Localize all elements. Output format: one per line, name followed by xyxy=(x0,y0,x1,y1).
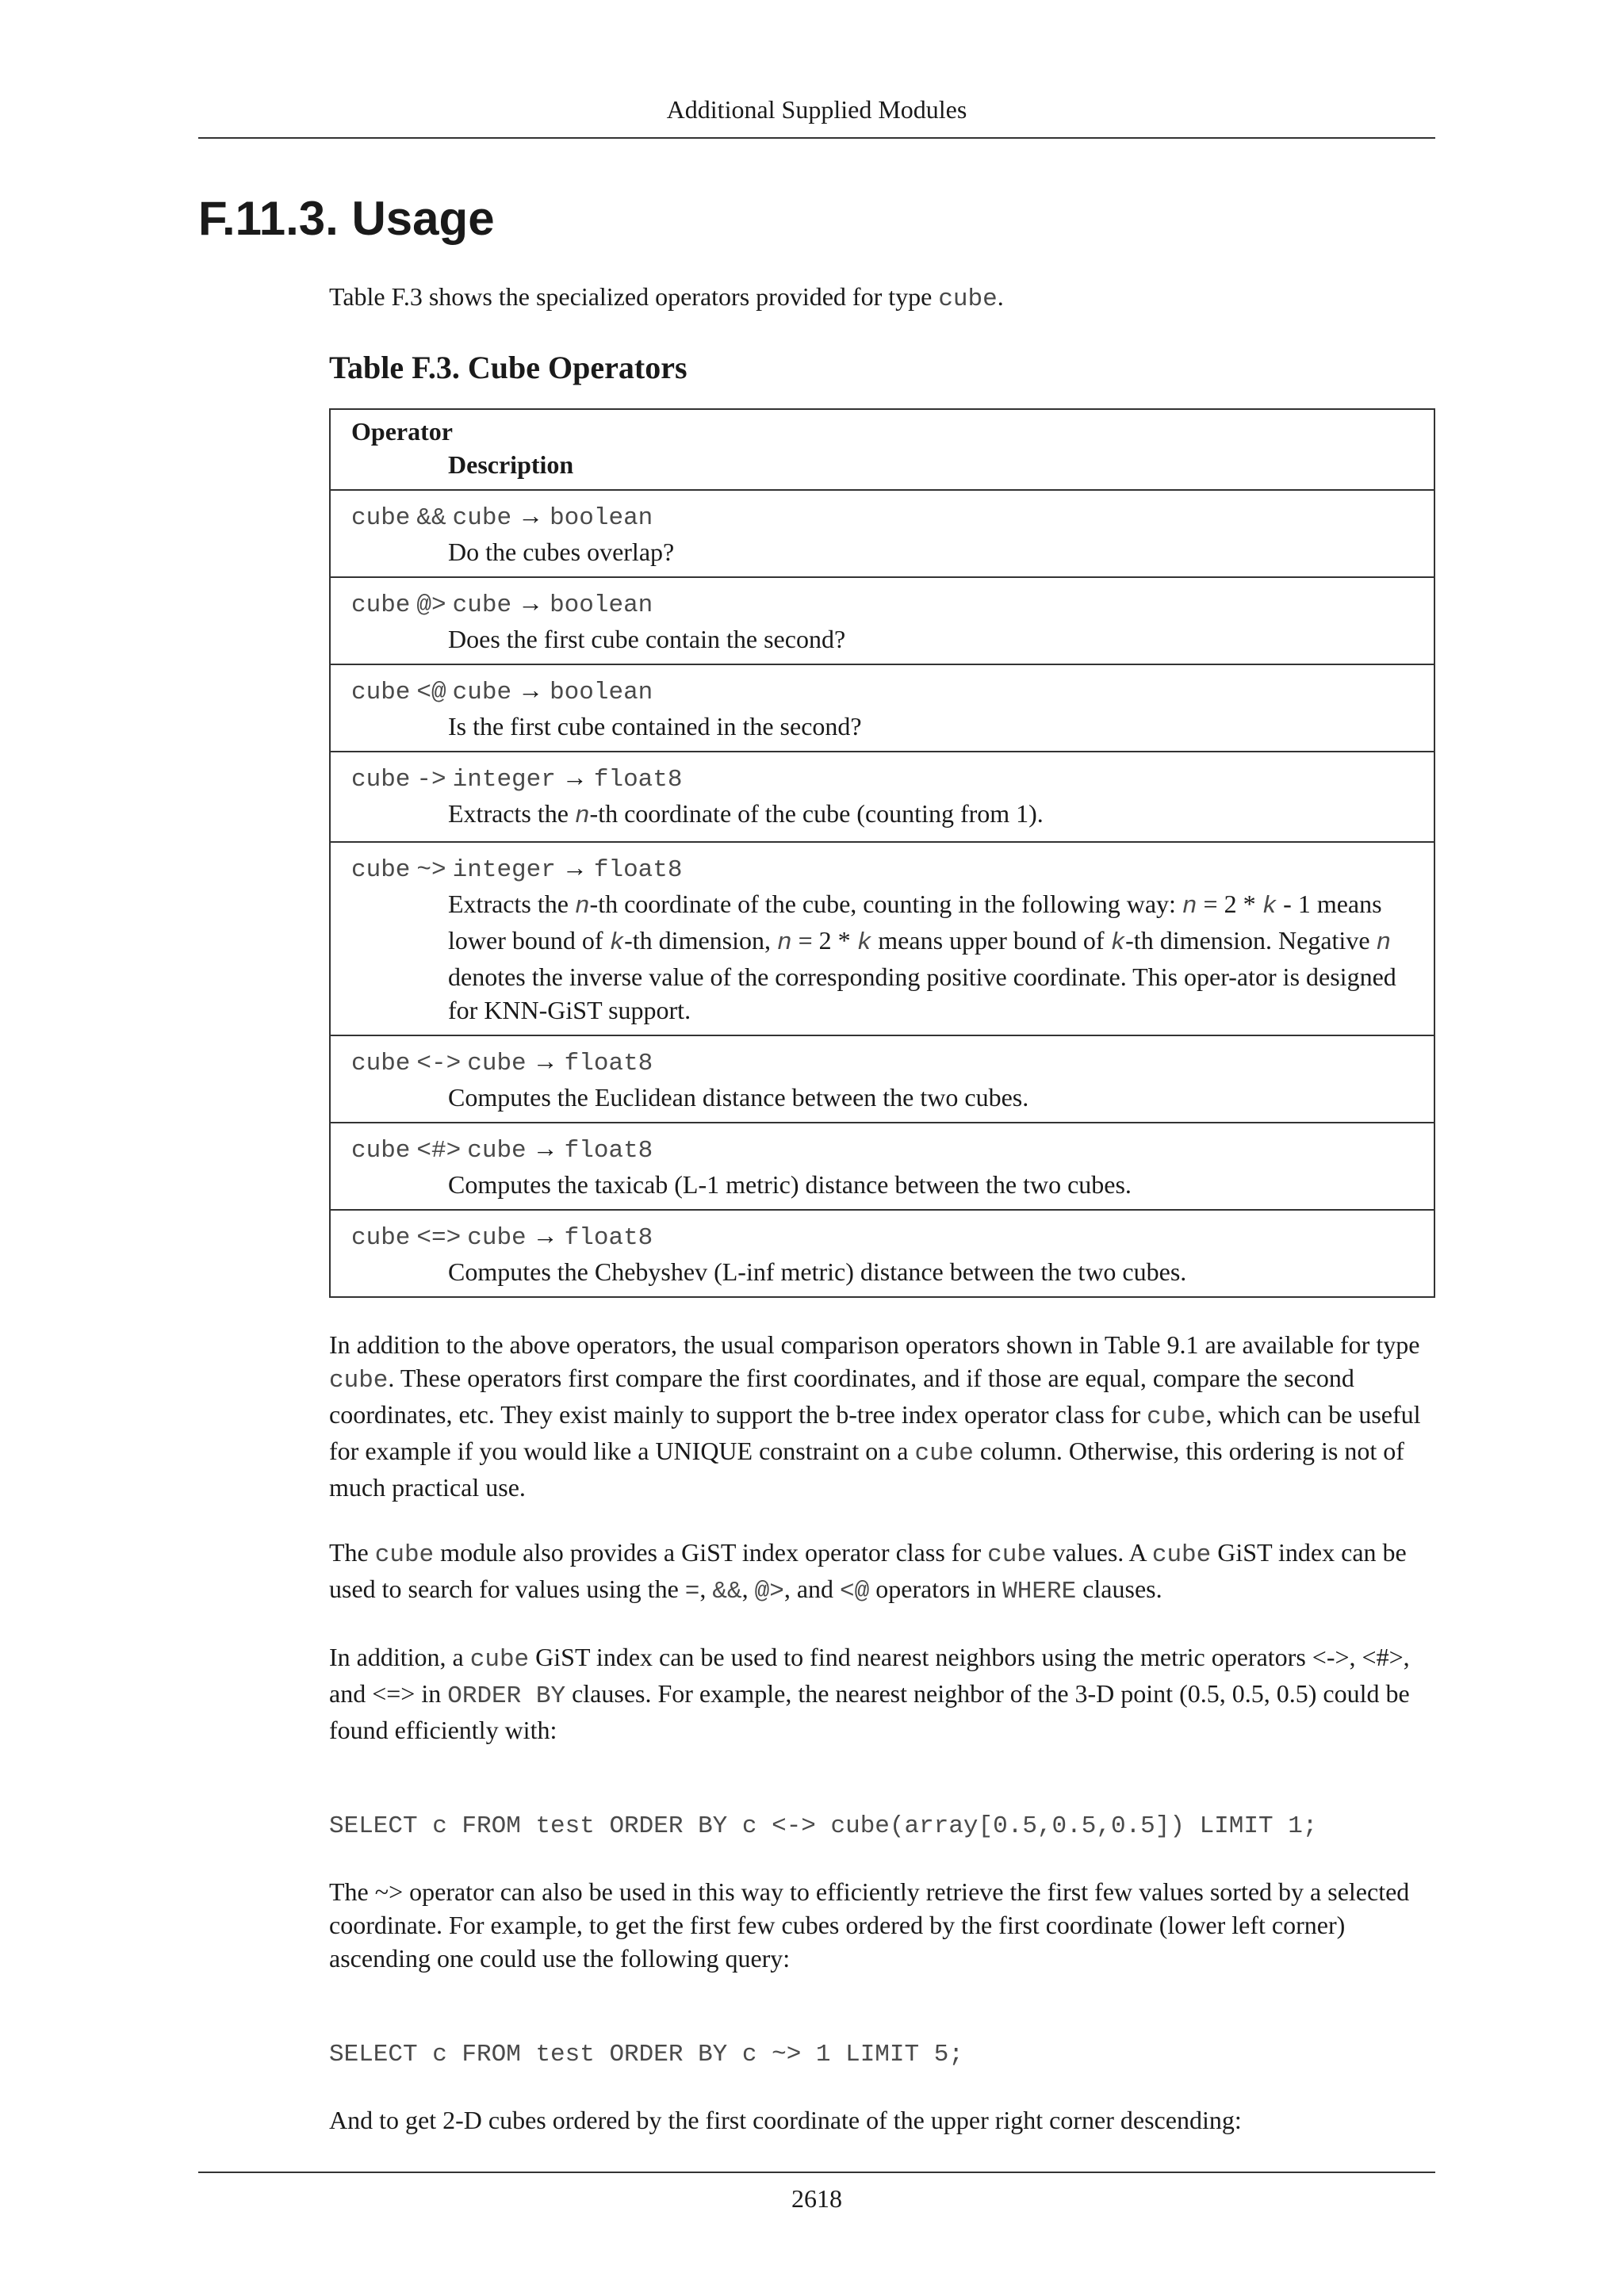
running-header: Additional Supplied Modules xyxy=(666,95,967,124)
table-header-row xyxy=(331,410,1434,489)
operator-description: Computes the taxicab (L-1 metric) distance between the two cubes. xyxy=(448,1170,1132,1199)
operator-signature: cube <-> cube → float8 xyxy=(351,1047,653,1077)
operator-description: Is the first cube contained in the second? xyxy=(448,712,862,740)
descending-paragraph: And to get 2-D cubes ordered by the first coordinate of the upper right corner descending: xyxy=(329,2106,1242,2134)
table-row xyxy=(331,751,1434,841)
column-header-operator: Operator xyxy=(351,417,453,446)
code-example-1: SELECT c FROM test ORDER BY c <-> cube(array[0.5,0.5,0.5]) LIMIT 1; xyxy=(329,1812,1318,1840)
section-title: F.11.3. Usage xyxy=(198,192,495,245)
operator-description: Computes the Chebyshev (L-inf metric) distance between the two cubes. xyxy=(448,1257,1187,1286)
table-row xyxy=(331,576,1434,664)
intro-text-end: . xyxy=(997,282,1004,311)
page-number: 2618 xyxy=(791,2184,842,2213)
table-row xyxy=(331,1122,1434,1209)
operator-signature: cube <=> cube → float8 xyxy=(351,1221,653,1252)
intro-text: Table F.3 shows the specialized operators provided for type xyxy=(329,282,939,311)
operator-signature: cube @> cube → boolean xyxy=(351,588,653,619)
operator-description: Computes the Euclidean distance between the two cubes. xyxy=(448,1083,1029,1112)
table-row xyxy=(331,1035,1434,1122)
operator-signature: cube <#> cube → float8 xyxy=(351,1134,653,1165)
nearest-neighbor-paragraph: In addition, a cube GiST index can be used to find nearest neighbors using the metric operators <->, <#>, and <=> in ORDER BY clauses. For example, the nearest neighbor of the 3-D point (0.5, 0.5, 0.5) could be found efficiently with: xyxy=(329,1643,1410,1744)
operator-description: Does the first cube contain the second? xyxy=(448,625,846,653)
operator-signature: cube && cube → boolean xyxy=(351,501,653,532)
operator-description: Do the cubes overlap? xyxy=(448,538,675,566)
operator-signature: cube <@ cube → boolean xyxy=(351,675,653,706)
table-row xyxy=(331,664,1434,751)
code-example-2: SELECT c FROM test ORDER BY c ~> 1 LIMIT 5; xyxy=(329,2041,963,2068)
cube-operators-table xyxy=(329,408,1435,1298)
code-literal: cube xyxy=(938,285,998,313)
operator-description: Extracts the n-th coordinate of the cube, counting in the following way: n = 2 * k - 1 means lower bound of k-th dimension, n = 2 * k means upper bound of k-th dimension. Negative n denotes the inverse value of the corresponding positive coordinate. This oper-ator is designed for KNN-GiST support. xyxy=(448,890,1396,1024)
intro-paragraph xyxy=(329,280,1435,316)
footer-rule xyxy=(198,2172,1435,2173)
table-row xyxy=(331,841,1434,1035)
column-header-description: Description xyxy=(448,450,574,479)
header-rule xyxy=(198,137,1435,139)
table-row xyxy=(331,489,1434,576)
operator-signature: cube -> integer → float8 xyxy=(351,763,683,794)
coordinate-sort-paragraph: The ~> operator can also be used in this way to efficiently retrieve the first few values sorted by a selected coordinate. For example, to get the first few cubes ordered by the first coordinate (lower left corner) ascending one could use the following query: xyxy=(329,1877,1410,1973)
main-content xyxy=(329,280,1435,2168)
operator-signature: cube ~> integer → float8 xyxy=(351,853,683,884)
table-row xyxy=(331,1209,1434,1296)
operator-description: Extracts the n-th coordinate of the cube (counting from 1). xyxy=(448,799,1044,830)
table-title: Table F.3. Cube Operators xyxy=(329,350,688,385)
gist-index-paragraph: The cube module also provides a GiST index operator class for cube values. A cube GiST index can be used to search for values using the =, &&, @>, and <@ operators in WHERE clauses. xyxy=(329,1538,1407,1605)
comparison-paragraph: In addition to the above operators, the usual comparison operators shown in Table 9.1 are available for type cube. These operators first compare the first coordinates, and if those are equal, compare the second coordinates, etc. They exist mainly to support the b-tree index operator class for cube, which can be useful for example if you would like a UNIQUE constraint on a cube column. Otherwise, this ordering is not of much practical use. xyxy=(329,1330,1421,1502)
